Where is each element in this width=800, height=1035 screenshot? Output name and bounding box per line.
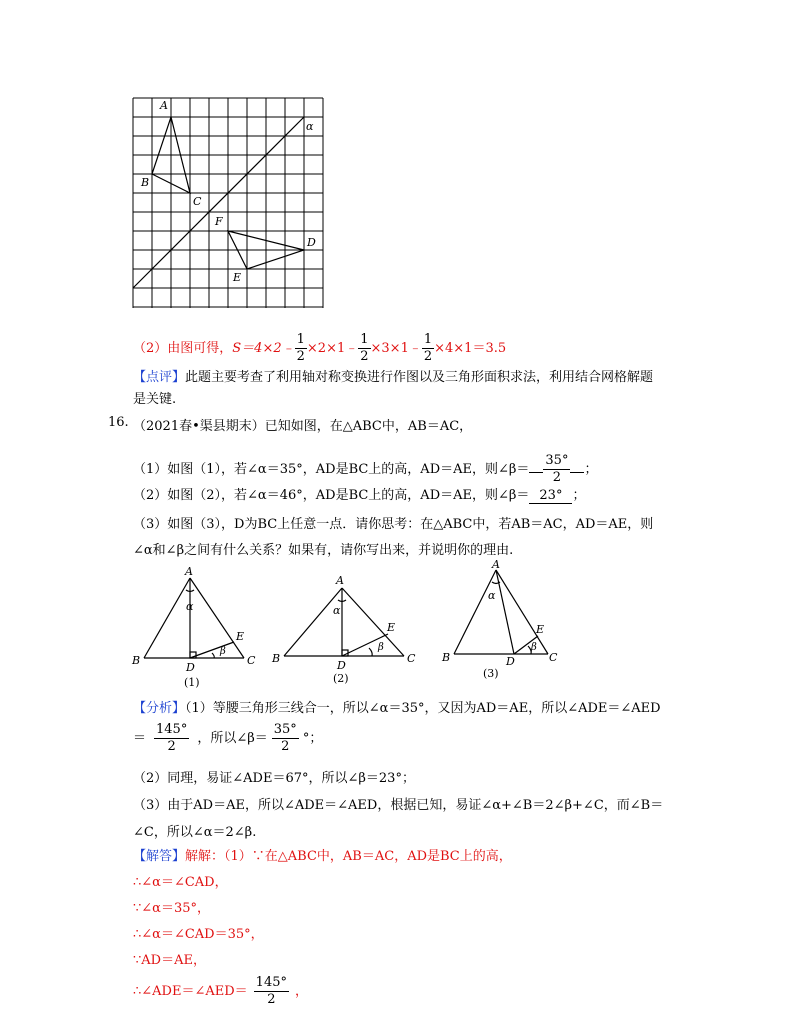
solution-tag: 【解答】 [133, 849, 186, 864]
solution-line6-pre: ∴∠ADE＝∠AED＝ [133, 984, 248, 999]
q16-number: 16. [108, 415, 129, 430]
label-e: E [233, 271, 242, 284]
analysis-line1-text: （1）等腰三角形三线合一，所以∠α＝35°，又因为AD＝AE，所以∠ADE＝∠AED [185, 701, 661, 716]
fig2-label-b: B [272, 652, 281, 665]
fig1-caption: (1) [184, 676, 200, 689]
comment-line1: 此题主要考查了利用轴对称变换进行作图以及三角形面积求法，利用结合网格解题 [185, 370, 654, 385]
fig2-label-alpha: α [333, 604, 341, 617]
fig1-label-e: E [236, 630, 245, 643]
q15-formula-mid1: ×2×1﹣ [306, 341, 359, 356]
q15-comment [133, 367, 653, 411]
comment-line2: 是关键. [133, 392, 177, 407]
analysis-line2-mid: ，所以∠β＝ [197, 731, 268, 746]
fig1-label-a: A [185, 565, 193, 578]
fig2-label-e: E [387, 621, 396, 634]
fig3-label-c: C [549, 651, 558, 664]
analysis-line1 [133, 697, 661, 716]
label-a: A [160, 99, 168, 112]
q15-formula-end: ×4×1＝3.5 [434, 341, 507, 356]
q15-formula-mid2: ×3×1﹣ [370, 341, 422, 356]
figure-2 [284, 588, 404, 656]
comment-tag: 【点评】 [133, 370, 186, 385]
fig2-label-a: A [336, 574, 344, 587]
q16-part1 [133, 453, 597, 486]
solution-block [133, 844, 512, 974]
fig1-label-alpha: α [186, 600, 194, 613]
fig3-label-b: B [442, 651, 451, 664]
fig2-label-c: C [407, 652, 416, 665]
label-c: C [193, 195, 202, 208]
label-f: F [215, 215, 223, 228]
fig1-label-d: D [186, 661, 195, 674]
grid-figure [125, 95, 325, 310]
label-d: D [307, 236, 316, 249]
triangle-figures [128, 558, 568, 693]
q16-part2-end: ； [572, 488, 586, 503]
q16-part1-answer: $\frac{35^\circ}{2}$ [545, 453, 569, 485]
answer-blank [529, 472, 543, 473]
q16-part3-line2: ∠α和∠β之间有什么关系？如果有，请你写出来，并说明你的理由. [133, 543, 514, 558]
answer-blank [570, 472, 584, 473]
symmetry-axis [133, 117, 304, 288]
solution-line6-end: ， [295, 984, 309, 999]
fraction: $\frac{1}{2}$ [360, 332, 369, 364]
analysis-line3: （2）同理，易证∠ADE＝67°，所以∠β＝23°； [133, 771, 415, 786]
q16-stem: （2021春•渠县期末）已知如图，在△ABC中，AB＝AC， [133, 419, 473, 434]
analysis-line2-end: °； [302, 731, 323, 746]
q15-formula-start: S＝4×2﹣ [232, 341, 295, 356]
analysis-line5: ∠C，所以∠α＝2∠β. [133, 825, 257, 840]
q16-part2 [133, 484, 585, 504]
fraction: $\frac{1}{2}$ [423, 332, 433, 364]
q15-part2-prefix: （2）由图可得， [133, 341, 233, 356]
analysis-eq: ＝ [133, 731, 147, 746]
solution-line4: ∴∠α＝∠CAD＝35°， [133, 927, 264, 942]
fig1-label-beta: β [220, 646, 226, 657]
figure-1 [144, 578, 244, 658]
fraction: $\frac{1}{2}$ [296, 332, 305, 364]
analysis-line4: （3）由于AD＝AE，所以∠ADE＝∠AED，根据已知，易证∠α+∠B＝2∠β+∠C，而∠B＝ [133, 798, 664, 813]
analysis-tag: 【分析】 [133, 701, 186, 716]
solution-line1: 解解：（1）∵在△ABC中，AB＝AC，AD是BC上的高， [185, 849, 512, 864]
fig3-caption: (3) [483, 667, 499, 680]
label-alpha: α [306, 120, 314, 133]
q16-part3-line1: （3）如图（3），D为BC上任意一点．请你思考：在△ABC中，若AB＝AC，AD＝AE，则 [133, 517, 654, 532]
analysis-rest [133, 765, 663, 846]
fig2-caption: (2) [333, 672, 349, 685]
label-b: B [141, 176, 150, 189]
fig1-label-b: B [132, 654, 141, 667]
fig3-label-d: D [506, 655, 515, 668]
q16-part2-answer: 23° [529, 488, 572, 504]
analysis-line2 [133, 722, 322, 755]
grid-lines [133, 98, 323, 308]
fig3-label-beta: β [531, 642, 537, 653]
fig3-label-alpha: α [488, 589, 496, 602]
fraction: $\frac{35^\circ}{2}$ [273, 722, 297, 754]
q16-part2-text: （2）如图（2），若∠α＝46°，AD是BC上的高，AD＝AE，则∠β＝ [133, 488, 530, 503]
fraction: $\frac{145^\circ}{2}$ [255, 975, 287, 1007]
fig3-label-a: A [492, 558, 500, 571]
solution-line3: ∵∠α＝35°， [133, 901, 210, 916]
fig2-label-d: D [337, 659, 346, 672]
fig2-label-beta: β [378, 642, 384, 653]
solution-line2: ∴∠α＝∠CAD， [133, 875, 228, 890]
fig3-label-e: E [536, 623, 545, 636]
q15-part2 [133, 332, 506, 365]
fraction: $\frac{145^\circ}{2}$ [156, 722, 188, 754]
q16-part1-text: （1）如图（1），若∠α＝35°，AD是BC上的高，AD＝AE，则∠β＝ [133, 462, 530, 477]
solution-line6 [133, 975, 308, 1008]
q16-part3 [133, 512, 653, 564]
q16-part1-end: ； [584, 462, 598, 477]
solution-line5: ∵AD＝AE， [133, 953, 206, 968]
fig1-label-c: C [247, 654, 256, 667]
